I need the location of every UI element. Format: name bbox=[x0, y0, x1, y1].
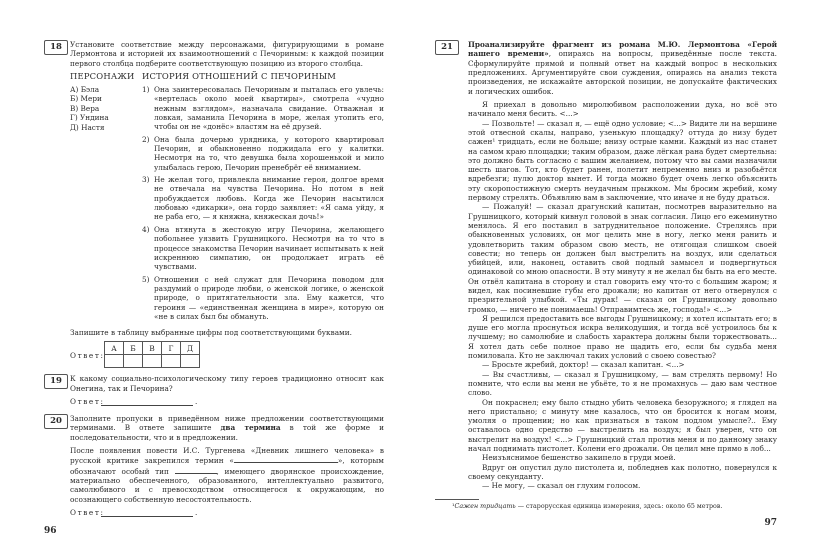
excerpt-paragraph: Вдруг он опустил дуло пистолета и, побледнев как полотно, повернулся к своему секунданту. bbox=[468, 462, 777, 481]
q20-prompt-text: в той же форме и последовательности, что и в предложении. bbox=[70, 423, 384, 442]
excerpt-paragraph: Неизъяснимое бешенство закипело в груди моей. bbox=[482, 453, 676, 463]
left-lower-section bbox=[44, 328, 384, 536]
character-item: А) Бэла bbox=[70, 85, 100, 94]
history-option-3 bbox=[142, 175, 384, 222]
excerpt-paragraph: — Позвольте! — сказал я, — ещё одно условие; <...> Видите ли на вершине этой отвесной скалы, направо, узенькую площадку? оттуда до низу будет сажен¹ тридцать, если не больше; внизу острые камни. Каждый из нас станет на самом краю площадки; таким образом, даже лёгкая рана будет смертельна: это должно быть согласно с вашим желанием, потому что вы сами назначили шесть шагов. Тот, кто будет ранен, полетит непременно вниз и разобьётся вдребезги; пулю доктор вынет. И тогда можно будет очень легко объяснить эту скоропостижную смерть неудачным прыжком. Мы бросим жребий, кому первому стрелять. Объявляю вам в заключение, что иначе я не буду драться. bbox=[468, 118, 777, 203]
excerpt-paragraph: — Бросьте жребий, доктор! — сказал капитан. <...> bbox=[482, 360, 685, 370]
q20-blank-2[interactable] bbox=[175, 466, 217, 474]
answer-table-header: А bbox=[105, 342, 124, 355]
q20-answer-label: Ответ: bbox=[70, 508, 105, 518]
excerpt-paragraph: — Вы счастливы, — сказал я Грушницкому, — вам стрелять первому! Но помните, что если вы меня не убьёте, то я не промахнусь — даю вам честное слово. bbox=[468, 369, 777, 398]
q20-passage-text: », которым обозначают особый тип bbox=[70, 456, 384, 476]
character-item: Б) Мери bbox=[70, 94, 102, 104]
question-number-21: 21 bbox=[435, 40, 459, 55]
novel-excerpt bbox=[468, 100, 777, 490]
history-option-2 bbox=[142, 134, 384, 172]
history-option-4 bbox=[142, 224, 384, 272]
history-column-header: ИСТОРИЯ ОТНОШЕНИЙ С ПЕЧОРИНЫМ bbox=[142, 71, 337, 81]
excerpt-paragraph: — Пожалуй! — сказал драгунский капитан, посмотрев выразительно на Грушницкого, который кивнул головой в знак согласия. Лицо его ежеминутно менялось. Я его поставил в затруднительное положение. Стреляясь при обыкновенных условиях, он мог целить мне в ногу, легко меня ранить и удовлетворить таким образом свою месть, не отягощая слишком своей совести; но теперь он должен был выстрелить на воздух, или сделаться убийцей, или, наконец, оставить свой подлый замысел и подвергнуться одинаковой со мною опасности. В эту минуту я не желал бы быть на его месте. Он отвёл капитана в сторону и стал говорить ему что-то с большим жаром; я видел, как посиневшие губы его дрожали; но капитан от него отвернулся с презрительной улыбкой. «Ты дурак! — сказал он Грушницкому довольно громко, — ничего не понимаешь! Отправимтесь же, господа!» <...> bbox=[468, 202, 777, 314]
q21-prompt bbox=[468, 40, 777, 96]
q20-prompt-text: Заполните пропуски в приведённом ниже предложении соответствующими терминами. В ответе запишите bbox=[70, 414, 384, 433]
page-number: 97 bbox=[764, 517, 777, 528]
question-number-19: 19 bbox=[44, 374, 68, 389]
q19-block bbox=[44, 374, 384, 393]
footnote-row bbox=[435, 503, 777, 512]
footnote bbox=[452, 503, 722, 510]
q18-instruction: Запишите в таблицу выбранные цифры под соответствующими буквами. bbox=[70, 328, 352, 337]
history-option-1 bbox=[142, 85, 384, 132]
option-text: Она была дочерью урядника, у которого квартировал Печорин, и обыкновенно поджидала его у калитки. Несмотря на то, что девушка была хорошенькой и мило улыбалась герою, Печорин пренебрёг её вниманием. bbox=[154, 134, 384, 172]
q19-answer-period: . bbox=[195, 397, 198, 407]
q18-prompt: Установите соответствие между персонажами, фигурирующими в романе Лермонтова и историей их взаимоотношений с Печориным: к каждой позиции первого столбца подберите соответствующую позицию из второго столбца. bbox=[70, 40, 384, 68]
option-text: Она втянута в жестокую игру Печорина, желающего побольнее уязвить Грушницкого. Несмотря на то что в процессе знакомства Печорин начинает испытывать к ней искреннюю симпатию, он продолжает играть её чувствами. bbox=[154, 224, 384, 272]
option-number: 1) bbox=[142, 85, 150, 94]
q20-answer-period: . bbox=[195, 508, 198, 518]
q18-answer-table bbox=[104, 341, 200, 368]
q18-answer-row bbox=[44, 341, 384, 369]
q21-prompt-text: , опираясь на вопросы, приведённые после текста. Сформулируйте прямой и полный ответ на каждый вопрос в нескольких предложениях. Аргументируйте свои суждения, опираясь на анализ текста произведения, не искажайте авторской позиции, не допускайте фактических и логических ошибок. bbox=[468, 49, 778, 96]
q20-answer-field[interactable] bbox=[101, 516, 193, 517]
excerpt-paragraph: — Не могу, — сказал он глухим голосом. bbox=[482, 481, 641, 491]
answer-table-header: Б bbox=[124, 342, 143, 355]
answer-cell-a[interactable] bbox=[105, 355, 124, 368]
q20-passage-text: , имеющего дворянское происхождение, материально обеспеченного, образованного, интеллектуально развитого, самолюбивого и с превосходством относящегося к окружающим, но осознающего собственную несостоятельность. bbox=[70, 466, 384, 504]
answer-table-header-row bbox=[105, 342, 200, 355]
q20-prompt-bold: два термина bbox=[220, 423, 281, 433]
option-text: Отношения с ней служат для Печорина поводом для раздумий о природе любви, о женской логике, о женской природе, о притягательности зла. Ему кажется, что героиня — «единственная женщина в мире», которую он «не в силах был бы обмануть. bbox=[154, 274, 384, 321]
q20-blank-1[interactable] bbox=[234, 455, 338, 463]
footnote-text: — старорусская единица измерения, здесь: около 65 метров. bbox=[515, 502, 723, 510]
excerpt-paragraph: Я приехал в довольно миролюбивом расположении духа, но всё это начинало меня бесить. <...> bbox=[468, 100, 777, 119]
q20-prompt bbox=[70, 414, 384, 442]
footnote-term: Сажен тридцать bbox=[454, 502, 516, 510]
answer-table-header: Д bbox=[181, 342, 200, 355]
option-number: 3) bbox=[142, 175, 150, 185]
right-section bbox=[435, 40, 777, 528]
q20-answer-row bbox=[44, 508, 384, 520]
character-item: В) Вера bbox=[70, 103, 100, 113]
q20-passage bbox=[70, 446, 384, 504]
answer-table-header: Г bbox=[162, 342, 181, 355]
q18-answer-label: Ответ: bbox=[70, 351, 105, 361]
option-number: 5) bbox=[142, 274, 150, 284]
character-item: Г) Ундина bbox=[70, 113, 109, 123]
answer-cell-d[interactable] bbox=[181, 355, 200, 368]
excerpt-paragraph: Я решился предоставить все выгоды Грушницкому; я хотел испытать его; в душе его могла проснуться искра великодушия, и тогда всё устроилось бы к лучшему; но самолюбие и слабость характера должны были торжествовать... Я хотел дать себе полное право не щадить его, если бы судьба меня помиловала. Кто не заключал таких условий с своею совестью? bbox=[468, 313, 777, 361]
excerpt-paragraph: Он покраснел; ему было стыдно убить человека безоружного; я глядел на него пристально; с минуту мне казалось, что он бросится к ногам моим, умоляя о прощении; но как признаться в таком подлом умысле?.. Ему оставалось одно средство — выстрелить на воздух; я был уверен, что он выстрелит на воздух! <...> Грушницкий стал против меня и по данному знаку начал поднимать пистолет. Колени его дрожали. Он целил мне прямо в лоб... bbox=[468, 397, 777, 454]
q19-answer-label: Ответ: bbox=[70, 397, 105, 407]
history-options bbox=[142, 85, 384, 324]
footnote-divider-row bbox=[435, 499, 777, 500]
footnote-divider bbox=[435, 499, 479, 500]
q19-answer-field[interactable] bbox=[101, 405, 193, 406]
answer-cell-g[interactable] bbox=[162, 355, 181, 368]
q19-prompt: К какому социально-психологическому типу героев традиционно относят как Онегина, так и Печорина? bbox=[70, 374, 384, 393]
q19-answer-row bbox=[44, 397, 384, 409]
character-item: Д) Настя bbox=[70, 122, 105, 132]
option-number: 4) bbox=[142, 224, 150, 234]
answer-cell-b[interactable] bbox=[124, 355, 143, 368]
right-page bbox=[410, 0, 820, 553]
page-number: 96 bbox=[44, 526, 57, 537]
footnote-mark: ¹ bbox=[452, 502, 455, 510]
characters-column-header: ПЕРСОНАЖИ bbox=[70, 71, 135, 81]
answer-table-header: В bbox=[143, 342, 162, 355]
history-option-5 bbox=[142, 274, 384, 322]
q21-block bbox=[435, 40, 777, 96]
option-text: Она заинтересовалась Печориным и пыталась его увлечь: «вертелась около моей квартиры», смотрела «чудно нежным взглядом», назначала свидание. Отважная и ловкая, заманила Печорина в море, желая утопить его, чтобы он не «донёс» властям на её друзей. bbox=[154, 85, 384, 132]
answer-table-input-row bbox=[105, 355, 200, 368]
question-number-20: 20 bbox=[44, 414, 68, 429]
characters-list bbox=[70, 85, 109, 132]
q21-prompt-bold: Проанализируйте фрагмент из романа М.Ю. Лермонтова «Герой нашего времени» bbox=[468, 40, 777, 59]
option-number: 2) bbox=[142, 134, 150, 144]
question-number-18: 18 bbox=[44, 40, 68, 55]
q20-block bbox=[44, 414, 384, 442]
answer-cell-v[interactable] bbox=[143, 355, 162, 368]
option-text: Не желая того, привлекла внимание героя, долгое время не отвечала на чувства Печорина. Но потом в ней пробуждается любовь. Когда же Печорин насытился любовью «дикарки», она гордо заявляет: «Я сама уйду, я не раба его, — я княжна, княжеская дочь!» bbox=[154, 175, 384, 222]
q20-passage-text: После появления повести И.С. Тургенева «Дневник лишнего человека» в русской критике закрепился термин « bbox=[70, 446, 384, 466]
